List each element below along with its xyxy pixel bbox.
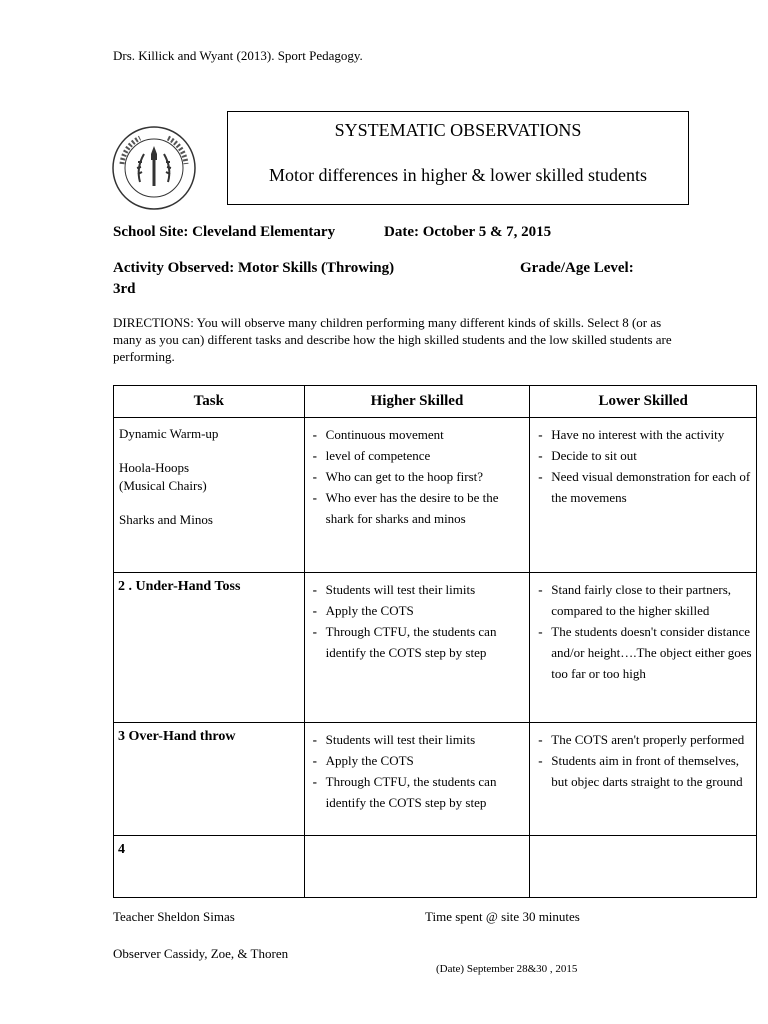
teacher-name: Teacher Sheldon Simas bbox=[113, 909, 235, 924]
grade-value: 3rd bbox=[113, 281, 136, 297]
citation-header: Drs. Killick and Wyant (2013). Sport Pedagogy. bbox=[113, 48, 363, 63]
university-seal-icon bbox=[110, 124, 198, 212]
list-item: - The COTS aren't properly performed bbox=[535, 729, 752, 750]
task-line: Sharks and Minos bbox=[119, 512, 213, 527]
lower-skilled-cell bbox=[530, 836, 757, 898]
higher-skilled-cell bbox=[304, 836, 530, 898]
list-item: - Who can get to the hoop first? bbox=[310, 466, 526, 487]
observation-date-footer: (Date) September 28&30 , 2015 bbox=[436, 963, 578, 975]
higher-skilled-cell bbox=[304, 723, 530, 836]
list-item: - Students aim in front of themselves, but objec darts straight to the ground bbox=[535, 750, 752, 792]
observer-names: Observer Cassidy, Zoe, & Thoren bbox=[113, 946, 289, 961]
header-higher-skilled: Higher Skilled bbox=[304, 386, 530, 418]
header-lower-skilled: Lower Skilled bbox=[530, 386, 757, 418]
task-cell bbox=[114, 418, 305, 573]
list-item: - Need visual demonstration for each of the movemens bbox=[535, 466, 752, 508]
activity-observed: Activity Observed: Motor Skills (Throwing) bbox=[113, 260, 395, 276]
list-item: - Through CTFU, the students can identify the COTS step by step bbox=[310, 771, 526, 813]
list-item: - Students will test their limits bbox=[310, 579, 526, 600]
table-row bbox=[114, 723, 757, 836]
time-spent: Time spent @ site 30 minutes bbox=[425, 909, 580, 924]
title-box bbox=[227, 111, 689, 205]
task-cell bbox=[114, 723, 305, 836]
task-line: Dynamic Warm-up bbox=[119, 426, 219, 441]
directions-text: DIRECTIONS: You will observe many children performing many different kinds of skills. Select 8 (or as many as you can) different tasks and describe how the high skilled students and the low skilled students are performing. bbox=[113, 315, 672, 364]
task-cell bbox=[114, 573, 305, 723]
list-item: - Stand fairly close to their partners, compared to the higher skilled bbox=[535, 579, 752, 621]
task-line: Hoola-Hoops bbox=[119, 460, 190, 475]
title-line1: SYSTEMATIC OBSERVATIONS bbox=[334, 120, 582, 140]
task-label: 4 bbox=[118, 842, 125, 857]
table-row bbox=[114, 418, 757, 573]
lower-skilled-cell bbox=[530, 723, 757, 836]
higher-skilled-cell bbox=[304, 418, 530, 573]
title-line2: Motor differences in higher & lower skilled students bbox=[268, 165, 648, 185]
grade-label: Grade/Age Level: bbox=[520, 260, 634, 276]
list-item: - The students doesn't consider distance and/or height….The object either goes too far or too high bbox=[535, 621, 752, 684]
table-row bbox=[114, 836, 757, 898]
table-header-row bbox=[114, 386, 757, 418]
higher-skilled-cell bbox=[304, 573, 530, 723]
list-item: - level of competence bbox=[310, 445, 526, 466]
task-line: (Musical Chairs) bbox=[119, 478, 207, 493]
task-label: 2 . Under-Hand Toss bbox=[118, 579, 241, 594]
observation-date: Date: October 5 & 7, 2015 bbox=[384, 224, 552, 240]
observation-table bbox=[113, 385, 757, 898]
school-site: School Site: Cleveland Elementary bbox=[113, 224, 336, 240]
list-item: - Continuous movement bbox=[310, 424, 526, 445]
list-item: - Decide to sit out bbox=[535, 445, 752, 466]
header-task: Task bbox=[114, 386, 305, 418]
list-item: - Who ever has the desire to be the shark for sharks and minos bbox=[310, 487, 526, 529]
list-item: - Through CTFU, the students can identify the COTS step by step bbox=[310, 621, 526, 663]
table-row bbox=[114, 573, 757, 723]
lower-skilled-cell bbox=[530, 418, 757, 573]
lower-skilled-cell bbox=[530, 573, 757, 723]
list-item: - Have no interest with the activity bbox=[535, 424, 752, 445]
list-item: - Apply the COTS bbox=[310, 600, 526, 621]
task-label: 3 Over-Hand throw bbox=[118, 729, 236, 744]
list-item: - Students will test their limits bbox=[310, 729, 526, 750]
list-item: - Apply the COTS bbox=[310, 750, 526, 771]
task-cell bbox=[114, 836, 305, 898]
